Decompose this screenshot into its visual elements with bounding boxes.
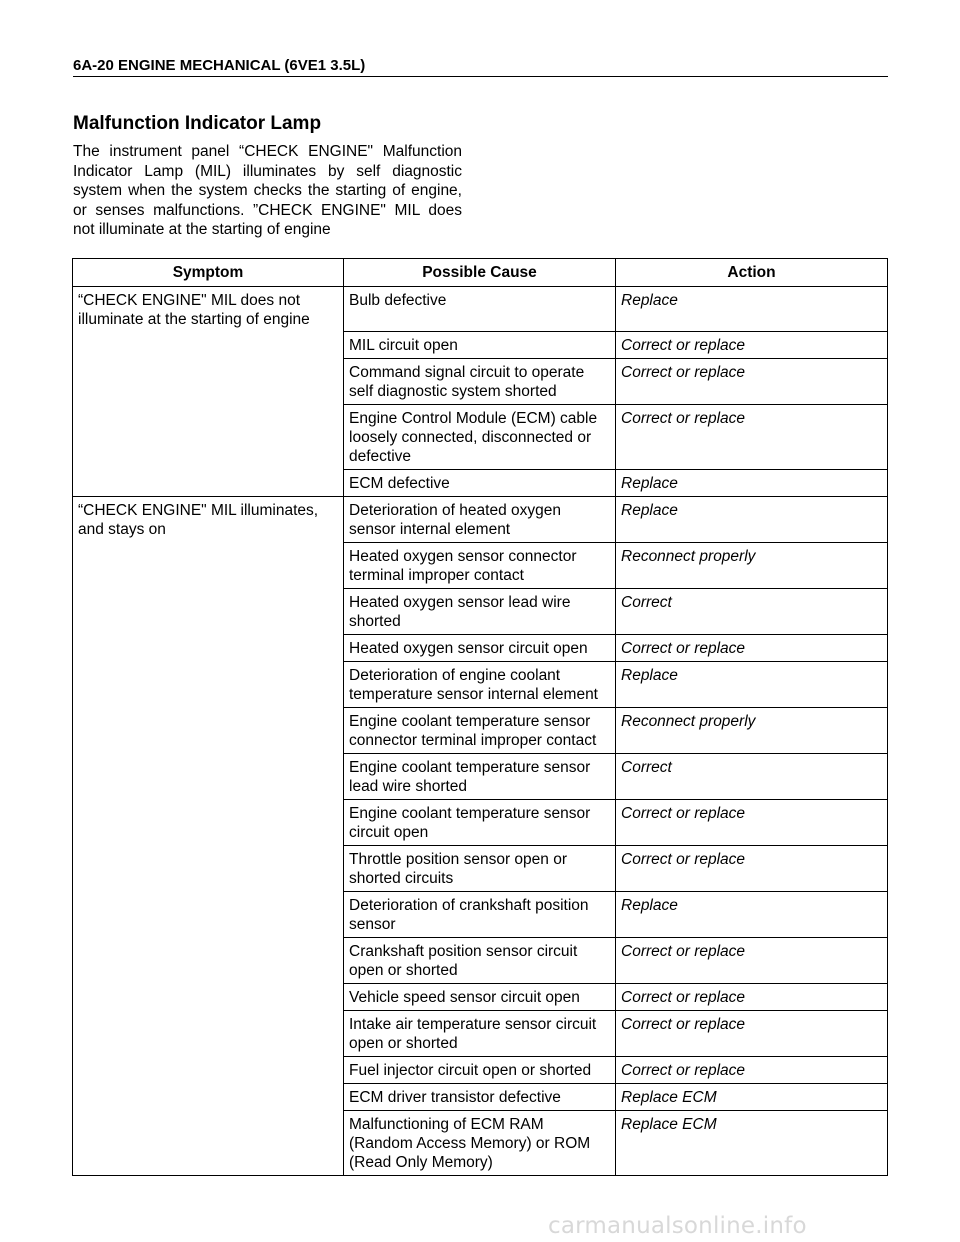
cause-cell: Engine coolant temperature sensor circuit open	[344, 800, 616, 846]
column-header-action: Action	[616, 259, 888, 287]
table-row	[73, 497, 888, 543]
cause-cell: Heated oxygen sensor lead wire shorted	[344, 589, 616, 635]
cause-cell: ECM driver transistor defective	[344, 1084, 616, 1111]
table-body	[73, 287, 888, 1176]
symptom-cell: “CHECK ENGINE" MIL does not illuminate at the starting of engine	[73, 287, 344, 497]
action-cell: Correct	[616, 754, 888, 800]
cause-cell: Crankshaft position sensor circuit open or shorted	[344, 938, 616, 984]
cause-cell: Fuel injector circuit open or shorted	[344, 1057, 616, 1084]
cause-cell: Heated oxygen sensor circuit open	[344, 635, 616, 662]
action-cell: Correct or replace	[616, 359, 888, 405]
cause-cell: Engine coolant temperature sensor lead wire shorted	[344, 754, 616, 800]
action-cell: Replace	[616, 470, 888, 497]
action-cell: Replace	[616, 287, 888, 332]
cause-cell: Bulb defective	[344, 287, 616, 332]
column-header-symptom: Symptom	[73, 259, 344, 287]
action-cell: Correct or replace	[616, 405, 888, 470]
action-cell: Correct or replace	[616, 332, 888, 359]
cause-cell: Engine coolant temperature sensor connector terminal improper contact	[344, 708, 616, 754]
action-cell: Replace	[616, 497, 888, 543]
cause-cell: Deterioration of crankshaft position sensor	[344, 892, 616, 938]
action-cell: Replace	[616, 662, 888, 708]
action-cell: Correct or replace	[616, 1057, 888, 1084]
action-cell: Replace ECM	[616, 1111, 888, 1176]
cause-cell: Vehicle speed sensor circuit open	[344, 984, 616, 1011]
action-cell: Correct or replace	[616, 1011, 888, 1057]
cause-cell: Intake air temperature sensor circuit open or shorted	[344, 1011, 616, 1057]
cause-cell: Deterioration of heated oxygen sensor internal element	[344, 497, 616, 543]
action-cell: Replace ECM	[616, 1084, 888, 1111]
action-cell: Correct	[616, 589, 888, 635]
watermark: carmanualsonline.info	[548, 1213, 807, 1239]
section-title: Malfunction Indicator Lamp	[73, 113, 322, 134]
table-header-row	[73, 259, 888, 287]
cause-cell: Heated oxygen sensor connector terminal improper contact	[344, 543, 616, 589]
action-cell: Reconnect properly	[616, 708, 888, 754]
troubleshooting-table	[72, 258, 888, 1176]
action-cell: Correct or replace	[616, 984, 888, 1011]
cause-cell: Throttle position sensor open or shorted circuits	[344, 846, 616, 892]
action-cell: Correct or replace	[616, 800, 888, 846]
action-cell: Correct or replace	[616, 938, 888, 984]
cause-cell: Command signal circuit to operate self diagnostic system shorted	[344, 359, 616, 405]
cause-cell: MIL circuit open	[344, 332, 616, 359]
intro-paragraph: The instrument panel “CHECK ENGINE" Malfunction Indicator Lamp (MIL) illuminates by self diagnostic system when the system checks the starting of engine, or senses malfunctions. ”CHECK ENGINE" MIL does not illuminate at the starting of engine	[73, 143, 462, 239]
action-cell: Correct or replace	[616, 635, 888, 662]
page-header: 6A-20 ENGINE MECHANICAL (6VE1 3.5L)	[73, 56, 888, 77]
action-cell: Correct or replace	[616, 846, 888, 892]
cause-cell: Engine Control Module (ECM) cable loosely connected, disconnected or defective	[344, 405, 616, 470]
cause-cell: Deterioration of engine coolant temperature sensor internal element	[344, 662, 616, 708]
cause-cell: Malfunctioning of ECM RAM (Random Access Memory) or ROM (Read Only Memory)	[344, 1111, 616, 1176]
action-cell: Reconnect properly	[616, 543, 888, 589]
column-header-cause: Possible Cause	[344, 259, 616, 287]
cause-cell: ECM defective	[344, 470, 616, 497]
symptom-cell: “CHECK ENGINE" MIL illuminates, and stays on	[73, 497, 344, 1176]
action-cell: Replace	[616, 892, 888, 938]
table-row	[73, 287, 888, 332]
